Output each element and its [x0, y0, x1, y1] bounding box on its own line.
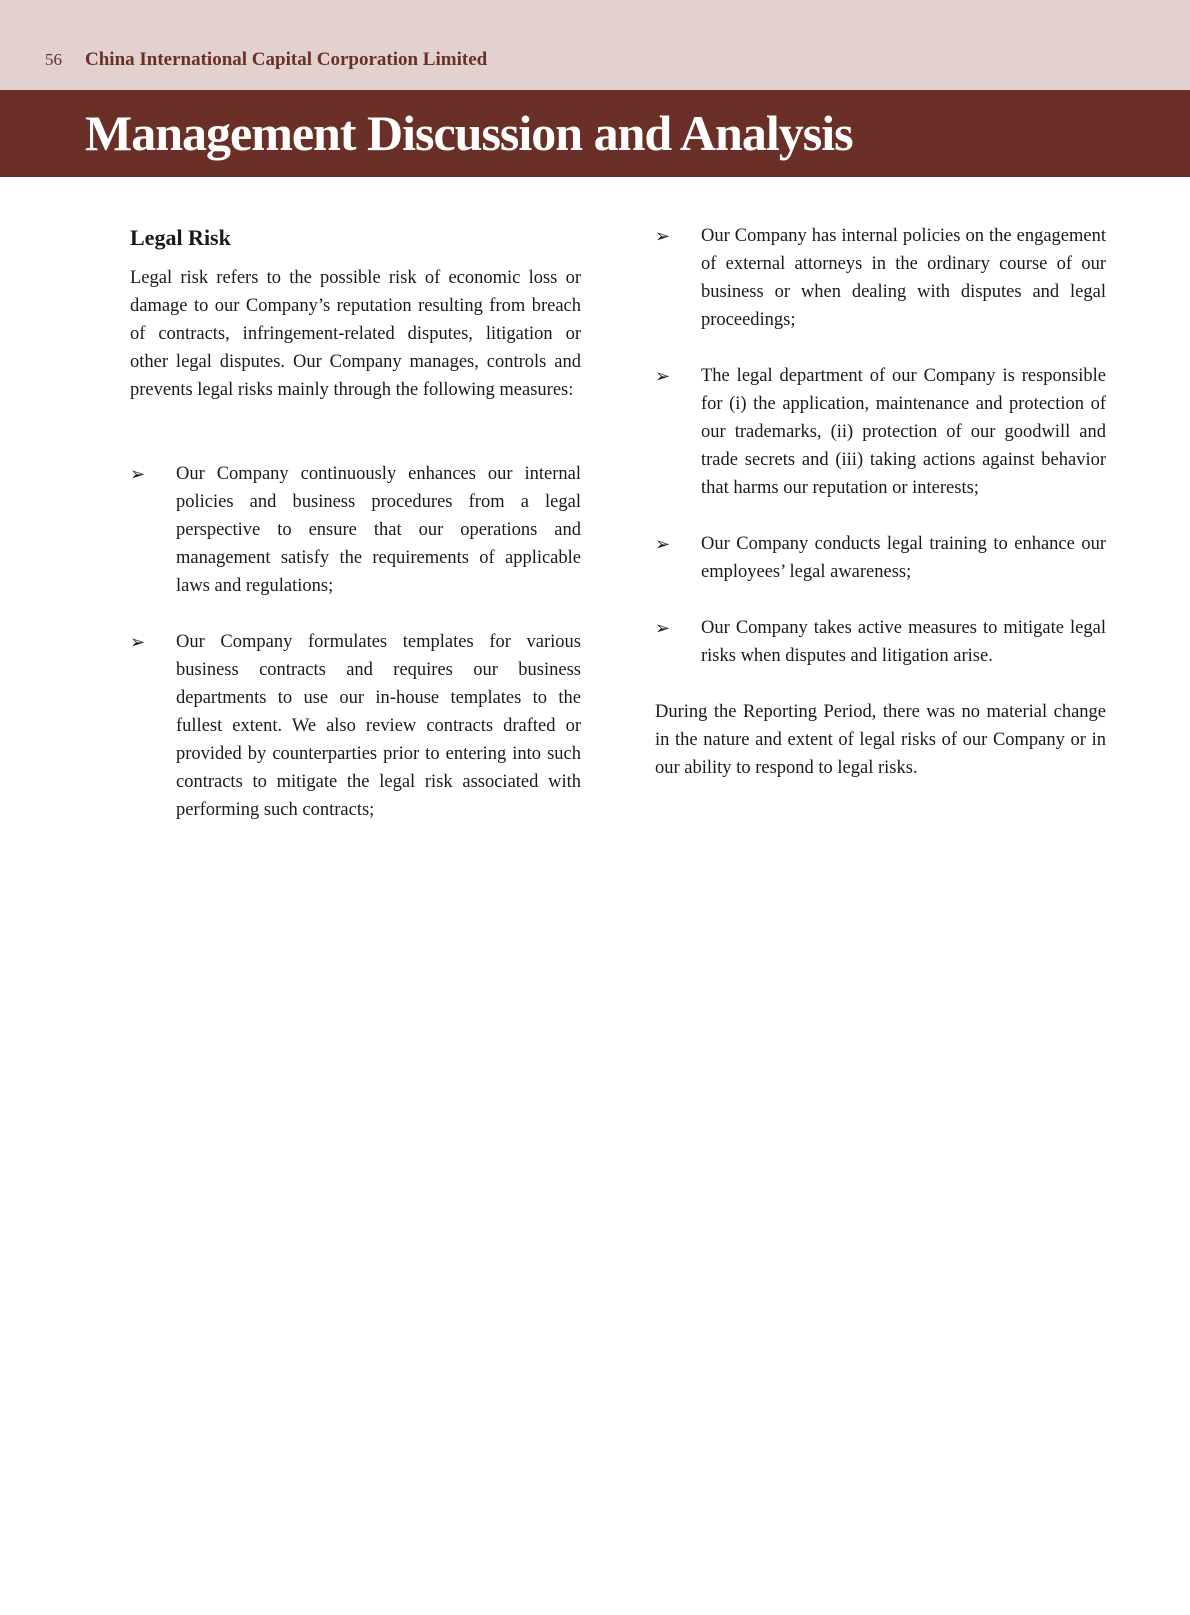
page-number: 56 — [45, 50, 62, 69]
header-band — [0, 0, 1190, 90]
list-item-text: Our Company continuously enhances our internal policies and business procedures from a legal perspective to ensure that our operations and management satisfy the requirements of applicable laws and regulations; — [176, 464, 581, 596]
closing-paragraph: During the Reporting Period, there was no material change in the nature and extent of legal risks of our Company or in our ability to respond to legal risks. — [655, 702, 1106, 778]
list-item — [655, 222, 1106, 334]
list-item — [130, 460, 581, 600]
arrow-bullet-icon: ➢ — [655, 534, 671, 554]
page-title: Management Discussion and Analysis — [85, 105, 853, 161]
arrow-bullet-icon: ➢ — [130, 464, 146, 484]
list-item — [655, 530, 1106, 586]
list-item — [655, 362, 1106, 502]
arrow-bullet-icon: ➢ — [655, 366, 671, 386]
section-heading: Legal Risk — [130, 225, 231, 250]
list-item-text: Our Company conducts legal training to enhance our employees’ legal awareness; — [701, 534, 1106, 582]
list-item-text: Our Company formulates templates for various business contracts and requires our business departments to use our in-house templates to the fullest extent. We also review contracts drafted or provided by counterparties prior to entering into such contracts to mitigate the legal risk associated with performing such contracts; — [176, 632, 581, 820]
left-column — [130, 224, 581, 824]
list-item-text: The legal department of our Company is responsible for (i) the application, maintenance and protection of our trademarks, (ii) protection of our goodwill and trade secrets and (iii) taking actions against behavior that harms our reputation or interests; — [701, 366, 1106, 498]
arrow-bullet-icon: ➢ — [130, 632, 146, 652]
intro-paragraph: Legal risk refers to the possible risk of economic loss or damage to our Company’s reputation resulting from breach of contracts, infringement-related disputes, litigation or other legal disputes. Our Company manages, controls and prevents legal risks mainly through the following measures: — [130, 268, 581, 400]
right-column — [655, 222, 1106, 782]
arrow-bullet-icon: ➢ — [655, 226, 671, 246]
list-item — [130, 628, 581, 824]
arrow-bullet-icon: ➢ — [655, 618, 671, 638]
list-item-text: Our Company takes active measures to mitigate legal risks when disputes and litigation arise. — [701, 618, 1106, 666]
company-name: China International Capital Corporation Limited — [85, 49, 488, 70]
list-item — [655, 614, 1106, 670]
list-item-text: Our Company has internal policies on the engagement of external attorneys in the ordinary course of our business or when dealing with disputes and legal proceedings; — [701, 226, 1106, 330]
